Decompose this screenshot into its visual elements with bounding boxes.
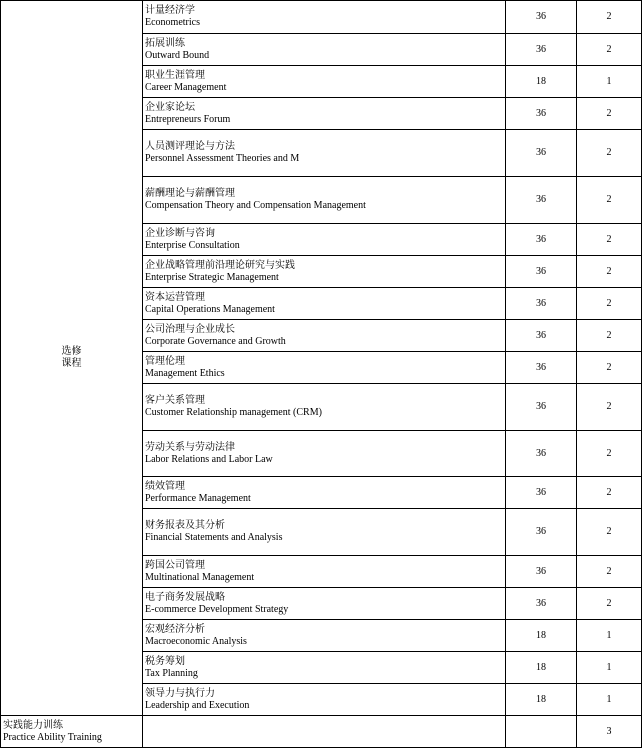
course-name-cn: 人员测评理论与方法 — [145, 141, 235, 152]
course-name-en: Entrepreneurs Forum — [145, 113, 231, 125]
course-name-cell — [143, 509, 506, 556]
course-name-cell — [143, 384, 506, 431]
table-row-practice — [1, 716, 642, 748]
course-name-cell — [143, 177, 506, 224]
course-name-cell — [143, 652, 506, 684]
credits-cell: 2 — [577, 556, 642, 588]
credits-cell: 2 — [577, 177, 642, 224]
course-name-cn: 企业家论坛 — [145, 101, 195, 113]
practice-hours-cell — [506, 716, 577, 748]
course-name-en: Financial Statements and Analysis — [145, 532, 283, 543]
course-name-cell — [143, 224, 506, 256]
course-name-en: Econometrics — [145, 17, 200, 28]
credits-cell: 2 — [577, 98, 642, 130]
credits-cell: 2 — [577, 1, 642, 34]
course-name-cell — [143, 556, 506, 588]
credits-cell: 1 — [577, 620, 642, 652]
hours-cell: 36 — [506, 177, 577, 224]
course-name-en: Personnel Assessment Theories and M — [145, 153, 300, 164]
course-name-cell — [143, 477, 506, 509]
course-name-cn: 跨国公司管理 — [145, 559, 205, 571]
credits-cell: 2 — [577, 352, 642, 384]
course-name-en: Leadership and Execution — [145, 699, 250, 711]
course-name-cn: 电子商务发展战略 — [145, 591, 225, 603]
course-name-en: Enterprise Strategic Management — [145, 271, 279, 283]
course-name-en: Management Ethics — [145, 367, 225, 379]
course-name-cn: 企业战略管理前沿理论研究与实践 — [145, 259, 295, 271]
credits-cell: 2 — [577, 384, 642, 431]
course-name-cn: 客户关系管理 — [145, 395, 205, 406]
course-name-cell — [143, 66, 506, 98]
hours-cell: 36 — [506, 352, 577, 384]
category-line-1: 选修 — [61, 346, 82, 357]
course-name-cn: 企业诊断与咨询 — [145, 227, 215, 239]
course-name-cell — [143, 130, 506, 177]
course-name-cn: 计量经济学 — [145, 5, 195, 16]
course-name-cell — [143, 588, 506, 620]
hours-cell: 36 — [506, 477, 577, 509]
course-name-cn: 拓展训练 — [145, 37, 185, 49]
course-name-cell — [143, 352, 506, 384]
course-name-cn: 宏观经济分析 — [145, 623, 205, 635]
hours-cell: 36 — [506, 556, 577, 588]
credits-cell: 2 — [577, 256, 642, 288]
course-name-en: Capital Operations Management — [145, 303, 275, 315]
course-name-cell — [143, 684, 506, 716]
credits-cell: 2 — [577, 224, 642, 256]
hours-cell: 36 — [506, 509, 577, 556]
course-name-cell — [143, 98, 506, 130]
course-name-en: E-commerce Development Strategy — [145, 603, 289, 615]
credits-cell: 1 — [577, 652, 642, 684]
practice-name-cn: 实践能力训练 — [3, 719, 63, 731]
course-name-en: Labor Relations and Labor Law — [145, 453, 273, 465]
course-name-en: Compensation Theory and Compensation Management — [145, 200, 366, 211]
category-line-2: 课程 — [61, 358, 82, 369]
course-name-en: Performance Management — [145, 492, 251, 504]
elective-category-cell — [1, 1, 143, 716]
credits-cell: 1 — [577, 684, 642, 716]
credits-cell: 2 — [577, 288, 642, 320]
course-name-cn: 薪酬理论与薪酬管理 — [145, 188, 235, 199]
hours-cell: 36 — [506, 256, 577, 288]
hours-cell: 18 — [506, 620, 577, 652]
course-name-cell — [143, 620, 506, 652]
hours-cell: 18 — [506, 684, 577, 716]
hours-cell: 18 — [506, 652, 577, 684]
course-name-en: Tax Planning — [145, 667, 198, 679]
course-name-cell — [143, 288, 506, 320]
credits-cell: 1 — [577, 66, 642, 98]
course-name-cn: 公司治理与企业成长 — [145, 323, 235, 335]
credits-cell: 2 — [577, 130, 642, 177]
hours-cell: 36 — [506, 384, 577, 431]
practice-credits-cell: 3 — [577, 716, 642, 748]
hours-cell: 36 — [506, 130, 577, 177]
course-name-cn: 领导力与执行力 — [145, 687, 215, 699]
credits-cell: 2 — [577, 431, 642, 477]
practice-name-en: Practice Ability Training — [3, 731, 102, 743]
hours-cell: 36 — [506, 1, 577, 34]
course-name-cell — [143, 431, 506, 477]
course-name-en: Career Management — [145, 81, 227, 93]
course-name-cn: 税务筹划 — [145, 655, 185, 667]
credits-cell: 2 — [577, 588, 642, 620]
course-name-cn: 绩效管理 — [145, 480, 185, 492]
course-name-cn: 职业生涯管理 — [145, 69, 205, 81]
course-name-cn: 劳动关系与劳动法律 — [145, 441, 235, 453]
course-name-en: Customer Relationship management (CRM) — [145, 407, 322, 418]
course-name-cn: 管理伦理 — [145, 355, 185, 367]
credits-cell: 2 — [577, 477, 642, 509]
hours-cell: 36 — [506, 224, 577, 256]
course-name-cell — [143, 256, 506, 288]
hours-cell: 36 — [506, 288, 577, 320]
course-name-en: Corporate Governance and Growth — [145, 335, 286, 347]
course-name-cn: 资本运营管理 — [145, 291, 205, 303]
course-name-cell — [143, 34, 506, 66]
hours-cell: 36 — [506, 34, 577, 66]
hours-cell: 18 — [506, 66, 577, 98]
course-name-cn: 财务报表及其分析 — [145, 520, 225, 531]
practice-name-cell — [1, 716, 143, 748]
course-name-cell — [143, 320, 506, 352]
course-name-cell — [143, 1, 506, 34]
hours-cell: 36 — [506, 320, 577, 352]
credits-cell: 2 — [577, 34, 642, 66]
course-name-en: Multinational Management — [145, 571, 255, 583]
practice-blank-cell — [143, 716, 506, 748]
credits-cell: 2 — [577, 320, 642, 352]
course-name-en: Macroeconomic Analysis — [145, 635, 247, 647]
table-row — [1, 1, 642, 34]
course-name-en: Outward Bound — [145, 49, 210, 61]
course-name-en: Enterprise Consultation — [145, 239, 240, 251]
hours-cell: 36 — [506, 588, 577, 620]
hours-cell: 36 — [506, 98, 577, 130]
hours-cell: 36 — [506, 431, 577, 477]
credits-cell: 2 — [577, 509, 642, 556]
